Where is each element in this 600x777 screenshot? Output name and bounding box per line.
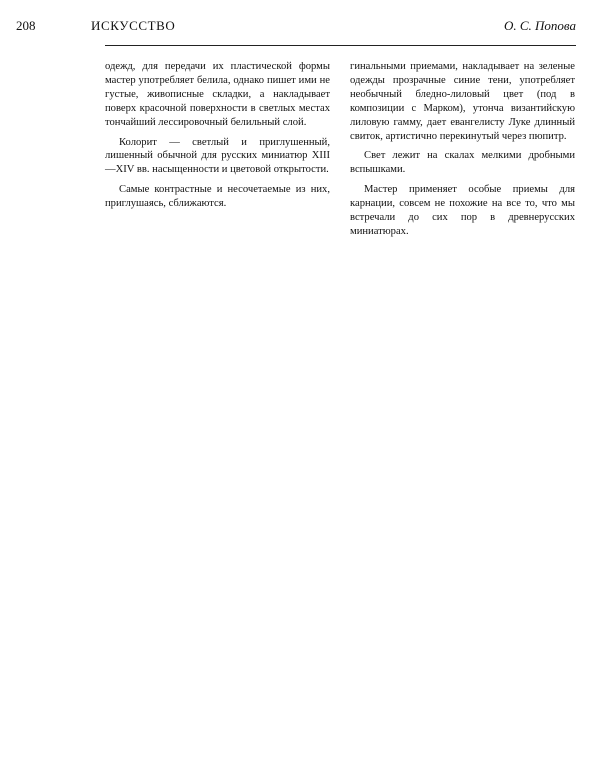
left-column xyxy=(105,60,330,211)
right-column xyxy=(350,60,575,239)
author-name: О. С. Попова xyxy=(503,18,576,33)
paragraph: одежд, для передачи их пластической формы мастер употребляет белила, однако пишет ими не густые, живописные складки, а накладывает поверх красочной поверхности в светлых местах тончайший лессировочный белильный слой. xyxy=(105,61,330,128)
paragraph: гинальными приемами, накладывает на зеленые одежды прозрачные синие тени, употребляет необычный бледно-лиловый цвет (под в композиции с Марком), утонча византийскую лиловую гамму, дает евангелисту Луке длинный свиток, артистично перекинутый через пюпитр. xyxy=(350,61,575,142)
paragraph: Самые контрастные и несочетаемые из них, приглушаясь, сближаются. xyxy=(105,184,330,210)
page-number: 208 xyxy=(16,18,36,33)
page-header xyxy=(16,18,576,42)
header-rule xyxy=(105,45,576,46)
paragraph: Колорит — светлый и приглушенный, лишенный обычной для русских миниатюр XIII—XIV вв. насыщенности и цветовой открытости. xyxy=(105,136,330,176)
running-title: ИСКУССТВО xyxy=(91,18,176,33)
paragraph: Свет лежит на скалах мелкими дробными вспышками. xyxy=(350,150,575,176)
paragraph: Мастер применяет особые приемы для карнации, совсем не похожие на все то, что мы встречали до сих пор в древнерусских миниатюрах. xyxy=(350,184,575,237)
